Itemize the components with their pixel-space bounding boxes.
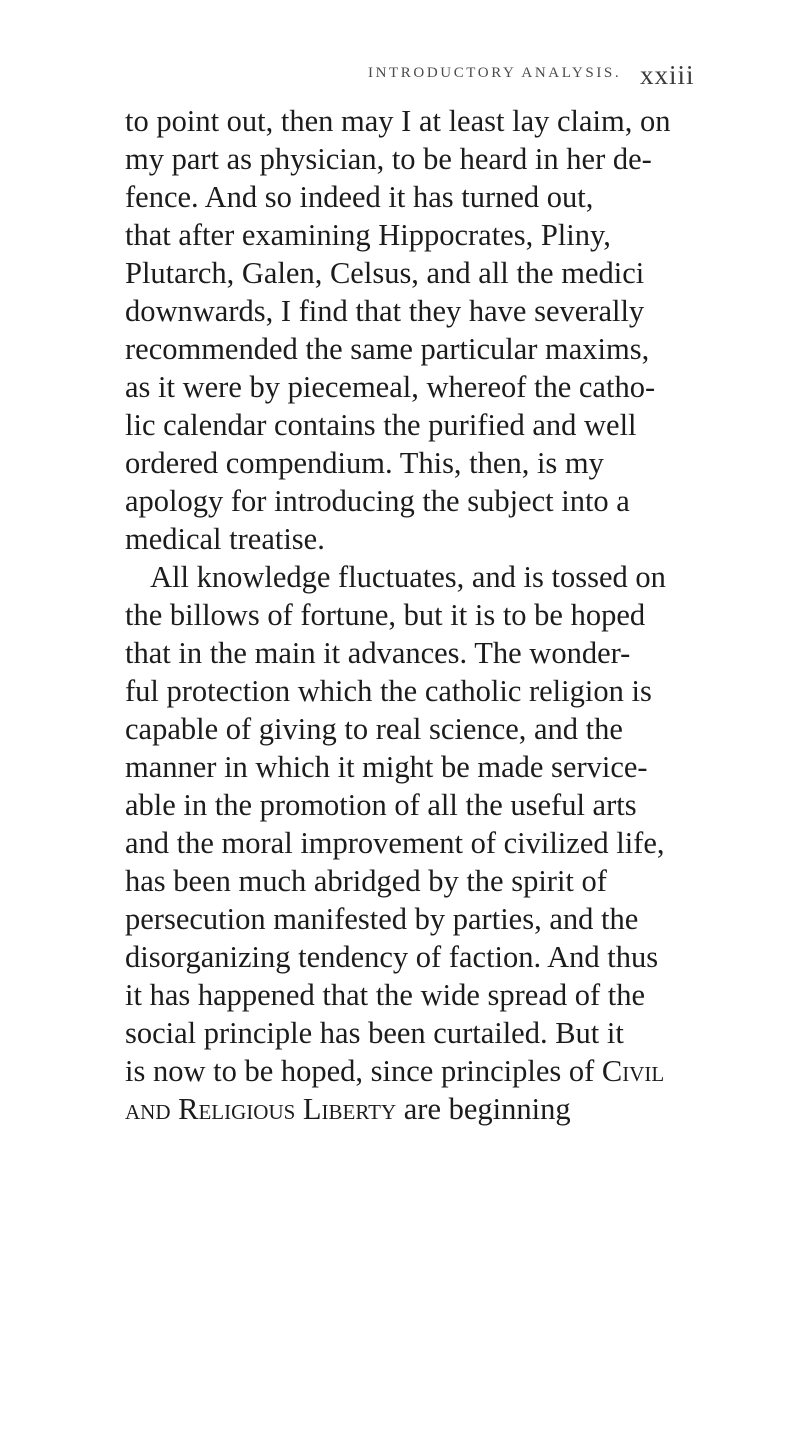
- small-caps-religious: Religious: [178, 1092, 296, 1126]
- text-segment: are beginning: [403, 1092, 571, 1126]
- page-number: xxiii: [640, 60, 695, 90]
- running-head-title: INTRODUCTORY ANALYSIS.: [368, 65, 622, 81]
- text-line: able in the promotion of all the useful arts: [125, 788, 637, 822]
- text-line: Plutarch, Galen, Celsus, and all the medici: [125, 256, 645, 290]
- text-line: social principle has been curtailed. But it: [125, 1016, 624, 1050]
- text-line: as it were by piecemeal, whereof the catho-: [125, 370, 656, 404]
- small-caps-civil: Civil: [601, 1054, 665, 1088]
- small-caps-liberty: Liberty: [302, 1092, 397, 1126]
- small-caps-and: and: [125, 1092, 171, 1126]
- text-line: fence. And so indeed it has turned out,: [125, 180, 594, 214]
- text-line: medical treatise.: [125, 522, 325, 556]
- text-line: and the moral improvement of civilized life,: [125, 826, 665, 860]
- running-head: [0, 55, 800, 95]
- text-line: to point out, then may I at least lay claim, on: [125, 104, 671, 138]
- text-line: downwards, I find that they have severally: [125, 294, 645, 328]
- text-line: the billows of fortune, but it is to be hoped: [125, 598, 646, 632]
- paragraph-first-line: All knowledge fluctuates, and is tossed on: [150, 560, 666, 594]
- text-line: recommended the same particular maxims,: [125, 332, 650, 366]
- text-line: my part as physician, to be heard in her de-: [125, 142, 652, 176]
- text-line: apology for introducing the subject into a: [125, 484, 630, 518]
- text-line-with-small-caps: [125, 1090, 571, 1128]
- text-segment: is now to be hoped, since principles of: [125, 1054, 595, 1088]
- text-line: manner in which it might be made service-: [125, 750, 648, 784]
- text-line: disorganizing tendency of faction. And thus: [125, 940, 659, 974]
- text-line: ordered compendium. This, then, is my: [125, 446, 604, 480]
- text-line: has been much abridged by the spirit of: [125, 864, 607, 898]
- text-line: ful protection which the catholic religion is: [125, 674, 652, 708]
- text-line: that after examining Hippocrates, Pliny,: [125, 218, 611, 252]
- text-line-with-small-caps: [125, 1052, 664, 1090]
- text-line: that in the main it advances. The wonder-: [125, 636, 631, 670]
- text-line: persecution manifested by parties, and the: [125, 902, 639, 936]
- text-line: it has happened that the wide spread of the: [125, 978, 646, 1012]
- text-line: lic calendar contains the purified and well: [125, 408, 637, 442]
- text-line: capable of giving to real science, and the: [125, 712, 623, 746]
